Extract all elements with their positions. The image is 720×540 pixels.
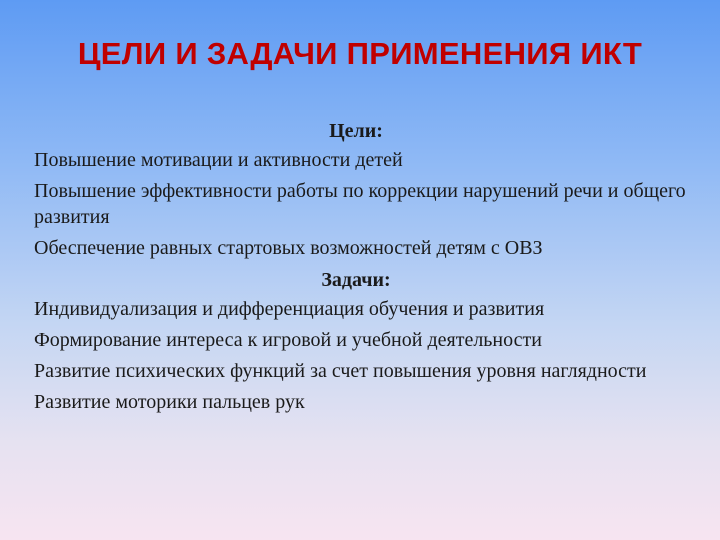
tasks-list	[6, 296, 706, 415]
task-item-text: Развитие психических функций за счет повышения уровня наглядности	[34, 360, 647, 382]
list-item	[6, 296, 706, 322]
tasks-heading: Задачи:	[321, 269, 391, 291]
list-item	[6, 235, 706, 261]
goals-list	[6, 147, 706, 261]
goal-item-text: Повышение эффективности работы по коррекции нарушений речи и общего развития	[34, 180, 686, 228]
list-item	[6, 178, 706, 230]
list-item	[6, 389, 706, 415]
slide-title: ЦЕЛИ И ЗАДАЧИ ПРИМЕНЕНИЯ ИКТ	[77, 36, 643, 71]
task-item-text: Формирование интереса к игровой и учебной деятельности	[34, 329, 542, 351]
list-item	[6, 358, 706, 384]
list-item	[6, 327, 706, 353]
goal-item-text: Обеспечение равных стартовых возможностей детям с ОВЗ	[34, 237, 543, 259]
slide-content	[6, 114, 706, 420]
task-item-text: Индивидуализация и дифференциация обучения и развития	[34, 298, 545, 320]
task-item-text: Развитие моторики пальцев рук	[34, 391, 305, 413]
goals-heading: Цели:	[329, 120, 383, 142]
list-item	[6, 147, 706, 173]
goal-item-text: Повышение мотивации и активности детей	[34, 149, 403, 171]
